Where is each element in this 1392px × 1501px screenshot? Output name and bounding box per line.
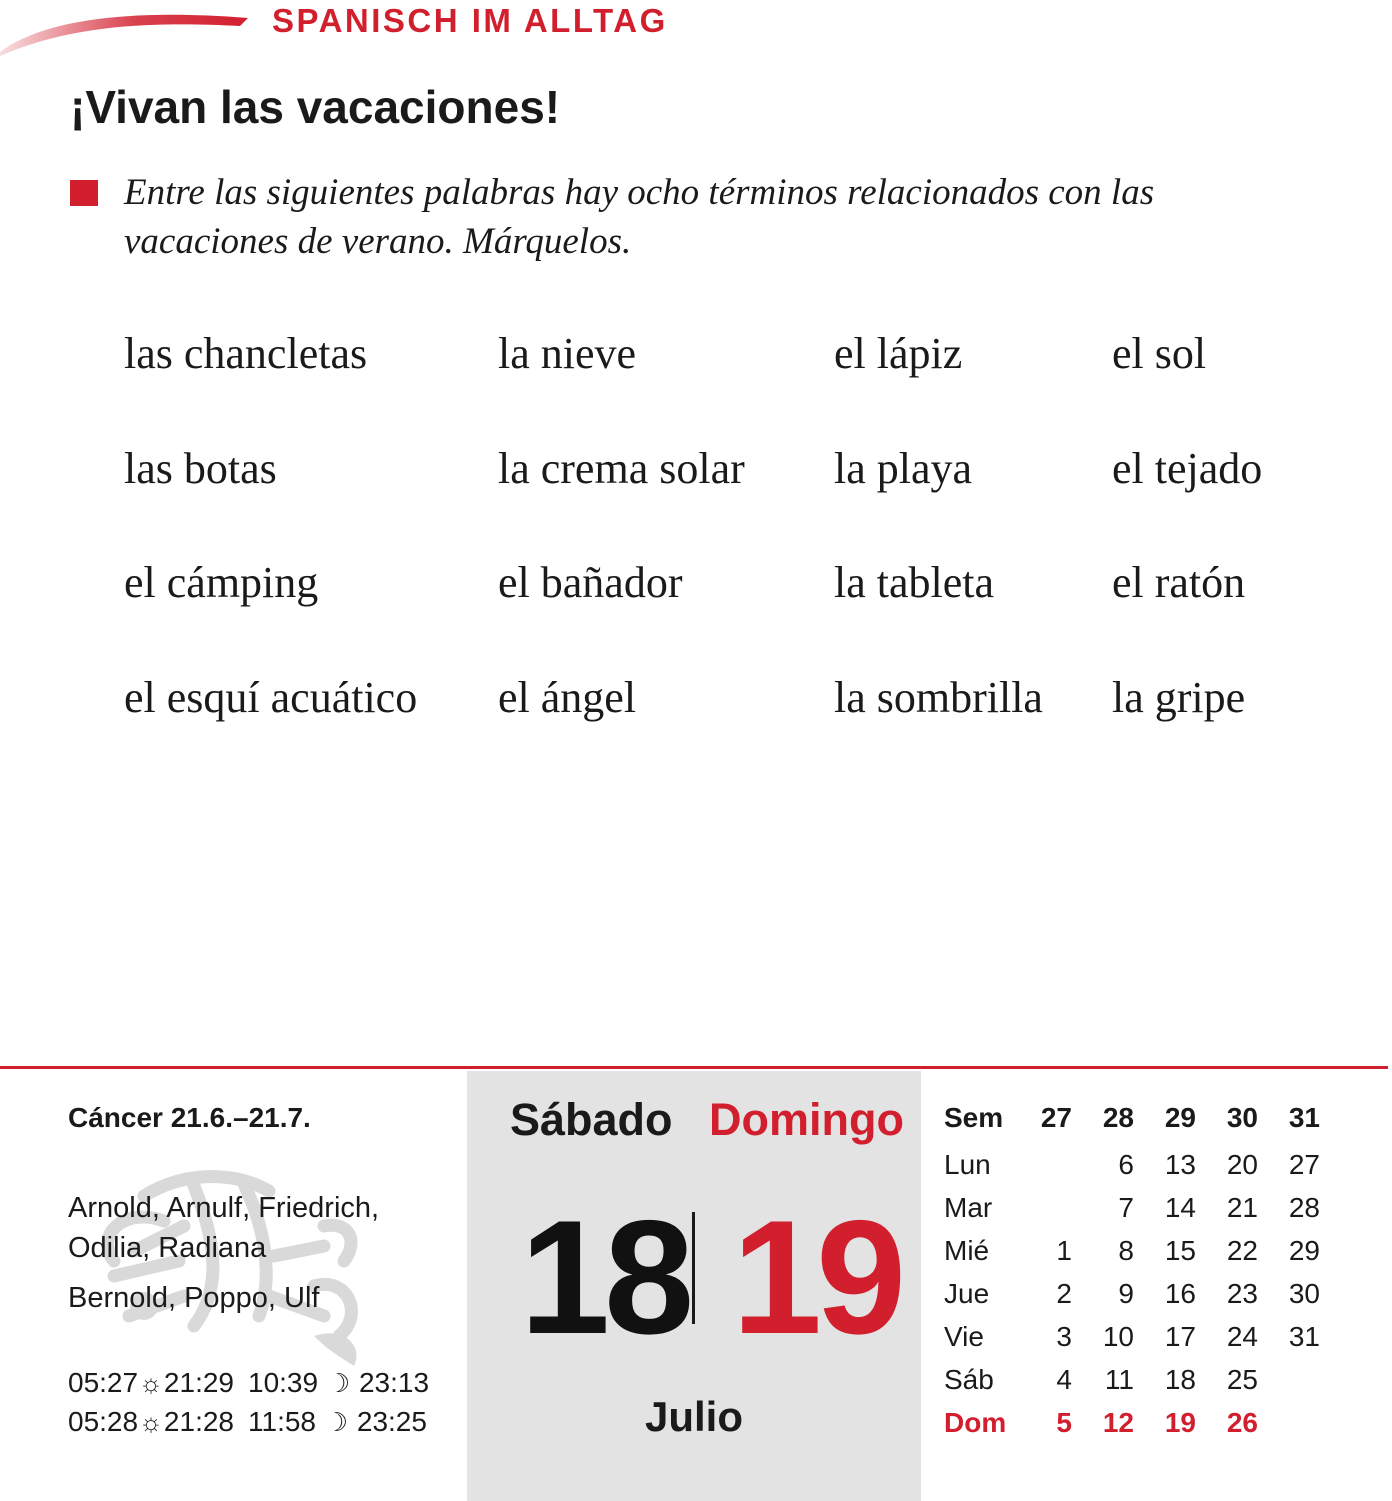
calendar-date-cell: 25 (1226, 1364, 1258, 1395)
word-item: la gripe (1112, 673, 1246, 722)
week-number: 30 (1226, 1102, 1258, 1133)
calendar-date-cell: 2 (1056, 1278, 1072, 1309)
weekday-label: Mié (944, 1235, 990, 1266)
calendar-date-cell: 27 (1288, 1149, 1320, 1180)
weekday-label: Vie (944, 1321, 984, 1352)
word-item: el cámping (124, 558, 319, 607)
moonset-time: 23:25 (356, 1406, 427, 1437)
calendar-date-cell: 19 (1164, 1407, 1196, 1438)
week-number: 27 (1040, 1102, 1072, 1133)
calendar-date-cell: 10 (1102, 1321, 1134, 1352)
week-number: 29 (1164, 1102, 1196, 1133)
weekday-label: Jue (944, 1278, 990, 1309)
calendar-date-cell: 24 (1226, 1321, 1258, 1352)
calendar-date-cell: 1 (1056, 1235, 1072, 1266)
calendar-date-cell: 13 (1164, 1149, 1196, 1180)
calendar-date-cell: 26 (1226, 1407, 1258, 1438)
calendar-date-cell: 6 (1118, 1149, 1134, 1180)
date-separator (692, 1212, 695, 1324)
sunset-time: 21:28 (163, 1406, 234, 1437)
zodiac-sign: Cáncer 21.6.–21.7. (68, 1102, 311, 1133)
sunrise-time: 05:28 (68, 1406, 139, 1437)
word-item: las chancletas (124, 329, 368, 378)
calendar-date-cell: 3 (1056, 1321, 1072, 1352)
weekday-label: Sáb (944, 1364, 994, 1395)
sun-moon-times-saturday (68, 1367, 429, 1399)
sun-icon: ☼ (139, 1407, 163, 1437)
word-item: el esquí acuático (124, 673, 418, 722)
calendar-date-cell: 15 (1164, 1235, 1196, 1266)
word-item: el sol (1112, 329, 1207, 378)
calendar-date-cell: 14 (1164, 1192, 1196, 1223)
word-item: las botas (124, 444, 277, 493)
word-item: la playa (834, 444, 973, 493)
sunday-label: Domingo (709, 1094, 904, 1145)
month-label: Julio (644, 1393, 743, 1440)
word-item: el ángel (498, 673, 637, 722)
calendar-date-cell: 18 (1164, 1364, 1196, 1395)
word-item: el lápiz (834, 329, 963, 378)
moonrise-time: 10:39 (248, 1367, 319, 1398)
calendar-date-cell: 12 (1102, 1407, 1134, 1438)
calendar-date-cell: 4 (1056, 1364, 1072, 1395)
saturday-label: Sábado (510, 1094, 673, 1145)
moonrise-time: 11:58 (248, 1406, 316, 1437)
page-title: ¡Vivan las vacaciones! (70, 81, 561, 133)
name-days-sunday: Bernold, Poppo, Ulf (68, 1282, 320, 1314)
calendar-date-cell: 9 (1118, 1278, 1134, 1309)
calendar-divider (0, 1066, 1388, 1069)
saturday-date-number: 18 (520, 1187, 689, 1368)
word-item: la crema solar (498, 444, 745, 493)
calendar-date-cell: 8 (1118, 1235, 1134, 1266)
calendar-date-cell: 28 (1288, 1192, 1320, 1223)
week-header-label: Sem (944, 1102, 1004, 1133)
calendar-date-cell: 17 (1164, 1321, 1196, 1352)
moonset-time: 23:13 (358, 1367, 430, 1398)
sunrise-time: 05:27 (68, 1367, 139, 1398)
calendar-date-cell: 23 (1226, 1278, 1258, 1309)
sun-icon: ☼ (139, 1368, 163, 1398)
calendar-date-cell: 21 (1226, 1192, 1258, 1223)
series-title: SPANISCH IM ALLTAG (272, 2, 668, 39)
calendar-date-cell: 30 (1288, 1278, 1320, 1309)
weekday-label: Lun (944, 1149, 991, 1180)
sun-moon-times-sunday (68, 1406, 427, 1438)
calendar-date-cell: 5 (1056, 1407, 1072, 1438)
weekday-label: Dom (944, 1407, 1007, 1438)
sunday-date-number: 19 (732, 1187, 901, 1368)
moon-icon: ☽ (326, 1368, 351, 1398)
calendar-date-cell: 31 (1288, 1321, 1320, 1352)
sunset-time: 21:29 (163, 1367, 234, 1398)
word-item: el bañador (498, 558, 683, 607)
week-number: 31 (1288, 1102, 1320, 1133)
calendar-date-cell: 7 (1118, 1192, 1134, 1223)
word-item: el tejado (1112, 444, 1263, 493)
calendar-date-cell: 29 (1288, 1235, 1320, 1266)
word-item: el ratón (1112, 558, 1246, 607)
calendar-date-cell: 16 (1164, 1278, 1196, 1309)
calendar-date-cell: 22 (1226, 1235, 1258, 1266)
word-item: la sombrilla (834, 673, 1043, 722)
calendar-date-cell: 20 (1226, 1149, 1258, 1180)
word-item: la nieve (498, 329, 637, 378)
exercise-instructions: Entre las siguientes palabras hay ocho términos relacionados con las vacaciones de verano. Márquelos. (124, 172, 1155, 262)
week-number: 28 (1102, 1102, 1134, 1133)
moon-icon: ☽ (324, 1407, 349, 1437)
calendar-date-cell: 11 (1104, 1364, 1134, 1395)
name-days-saturday: Arnold, Arnulf, Friedrich, Odilia, Radiana (68, 1192, 380, 1264)
weekday-label: Mar (944, 1192, 993, 1223)
word-item: la tableta (834, 558, 995, 607)
